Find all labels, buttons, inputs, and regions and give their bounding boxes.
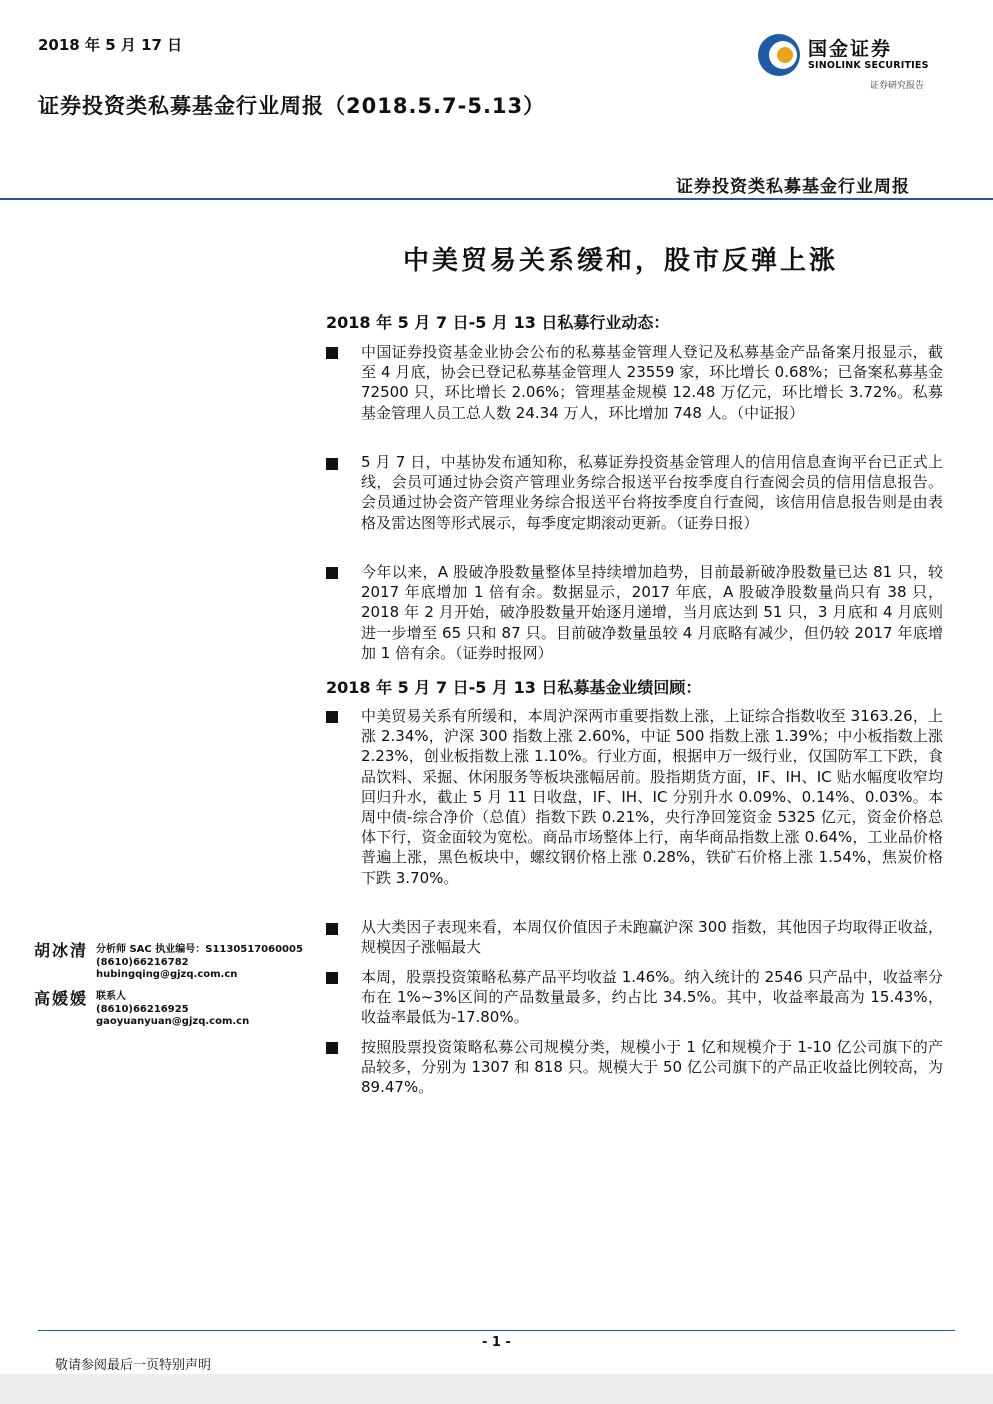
list-item: 从大类因子表现来看，本周仅价值因子未跑赢沪深 300 指数，其他因子均取得正收益，规模因子涨幅最大 [361, 918, 943, 957]
brand-subtitle: 证券研究报告 [870, 81, 925, 91]
list-item: 本周，股票投资策略私募产品平均收益 1.46%。纳入统计的 2546 只产品中，收益率分布在 1%~3%区间的产品数量最多，约占比 34.5%。其中，收益率最高为 15.43%，收益率最低为-17.80%。 [361, 968, 943, 1027]
bullet-marker [326, 1042, 338, 1054]
footer-bar [0, 1374, 993, 1404]
document-title: 证券投资类私募基金行业周报（2018.5.7-5.13） [38, 94, 546, 118]
report-date: 2018 年 5 月 17 日 [38, 36, 183, 54]
analyst-role: 联系人 [96, 991, 126, 1002]
brand-name-en: SINOLINK SECURITIES [808, 60, 929, 71]
report-type: 证券投资类私募基金行业周报 [676, 177, 910, 197]
analyst-email[interactable]: hubingqing@gjzq.com.cn [96, 969, 238, 980]
analyst-info [96, 991, 249, 1029]
analyst-name: 胡冰清 [34, 941, 89, 960]
headline: 中美贸易关系缓和，股市反弹上涨 [403, 246, 839, 276]
header-divider [0, 198, 993, 200]
disclaimer-note: 敬请参阅最后一页特别声明 [55, 1358, 212, 1373]
bullet-marker [326, 711, 338, 723]
list-item: 5 月 7 日，中基协发布通知称，私募证券投资基金管理人的信用信息查询平台已正式上线，会员可通过协会资产管理业务综合报送平台按季度自行查阅会员的信用信息报告。会员通过协会资产管理业务综合报送平台将按季度自行查阅，该信用信息报告则是由表格及雷达图等形式展示，每季度定期滚动更新。（证券日报） [361, 453, 943, 532]
list-item: 中美贸易关系有所缓和，本周沪深两市重要指数上涨，上证综合指数收至 3163.26，上涨 2.34%，沪深 300 指数上涨 2.60%，中证 500 指数上涨 1.39%；中小板指数上涨 2.23%，创业板指数上涨 1.10%。行业方面，根据申万一级行业，仅国防军工下跌，食品饮料、采掘、休闲服务等板块涨幅居前。股指期货方面，IF、IH、IC 贴水幅度收窄均回归升水，截止 5 月 11 日收盘，IF、IH、IC 分别升水 0.09%、0.14%、0.03%。本周中债-综合净价（总值）指数下跌 0.21%，央行净回笼资金 5325 亿元，资金价格总体下行，资金面较为宽松。商品市场整体上行，南华商品指数上涨 0.64%，工业品价格普遍上涨，黑色板块中，螺纹钢价格上涨 0.28%，铁矿石价格上涨 1.54%，焦炭价格下跌 3.70%。 [361, 707, 943, 887]
analyst-phone: (8610)66216782 [96, 956, 189, 968]
brand-name-cn: 国金证券 [808, 38, 893, 60]
bullet-marker [326, 458, 338, 470]
analyst-email[interactable]: gaoyuanyuan@gjzq.com.cn [96, 1016, 250, 1027]
footer-divider [38, 1330, 955, 1331]
bullet-marker [326, 972, 338, 984]
analyst-role: 分析师 SAC 执业编号：S1130517060005 [96, 944, 303, 955]
section-title: 2018 年 5 月 7 日-5 月 13 日私募基金业绩回顾： [326, 678, 702, 697]
bullet-marker [326, 567, 338, 579]
bullet-marker [326, 923, 338, 935]
page-number: - 1 - [482, 1335, 511, 1350]
list-item: 今年以来，A 股破净股数量整体呈持续增加趋势，目前最新破净股数量已达 81 只，较 2017 年底增加 1 倍有余。数据显示，2017 年底，A 股破净股数量尚只有 38 只，2018 年 2 月开始，破净股数量开始逐月递增，当月底达到 51 只，3 月底和 4 月底则进一步增至 65 只和 87 只。目前破净数量虽较 4 月底略有减少，但仍较 2017 年底增加 1 倍有余。（证券时报网） [361, 563, 943, 662]
section-title: 2018 年 5 月 7 日-5 月 13 日私募行业动态： [326, 313, 670, 332]
sinolink-logo-icon [756, 32, 802, 78]
analyst-phone: (8610)66216925 [96, 1003, 189, 1015]
analyst-info [96, 944, 303, 982]
bullet-marker [326, 347, 338, 359]
list-item: 中国证券投资基金业协会公布的私募基金管理人登记及私募基金产品备案月报显示，截至 4 月底，协会已登记私募基金管理人 23559 家，环比增长 0.68%；已备案私募基金 72500 只，环比增长 2.06%；管理基金规模 12.48 万亿元，环比增长 3.72%。私募基金管理人员工总人数 24.34 万人，环比增加 748 人。（中证报） [361, 343, 943, 422]
analyst-name: 高媛媛 [34, 989, 89, 1008]
list-item: 按照股票投资策略私募公司规模分类，规模小于 1 亿和规模介于 1-10 亿公司旗下的产品较多，分别为 1307 和 818 只。规模大于 50 亿公司旗下的产品正收益比例较高，为 89.47%。 [361, 1038, 943, 1097]
